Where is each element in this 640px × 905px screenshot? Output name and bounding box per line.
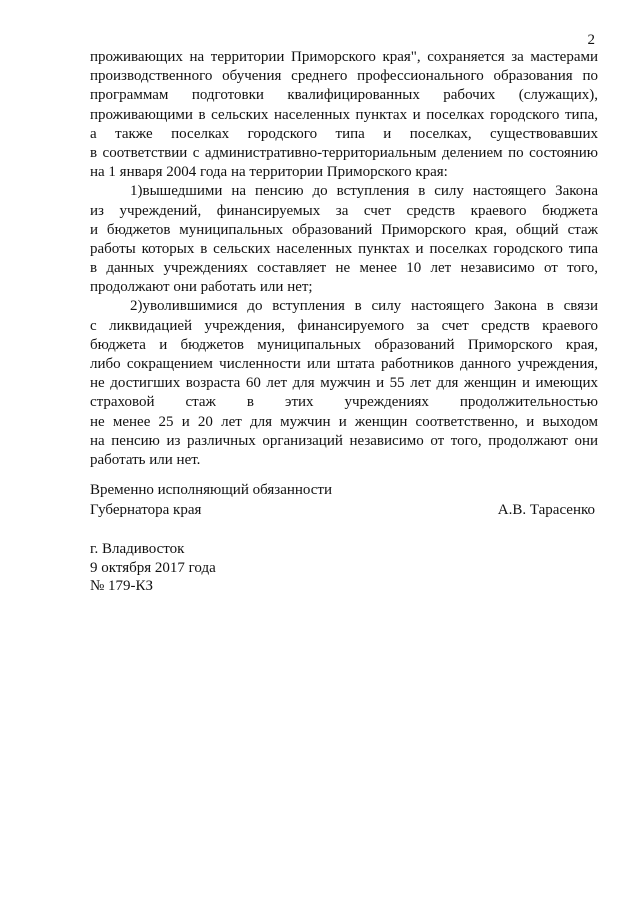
document-details (90, 540, 216, 596)
page-number: 2 (587, 32, 595, 48)
signatory-name: А.В. Тарасенко (497, 501, 595, 518)
body-line: и бюджетов муниципальных образований Приморского края, общий стаж (90, 221, 598, 238)
signature-block (90, 481, 595, 520)
body-line: производственного обучения среднего профессионального образования по (90, 68, 598, 85)
body-line: с ликвидацией учреждения, финансируемого за счет средств краевого (90, 317, 598, 334)
signatory-row (90, 501, 595, 521)
body-line: не достигших возраста 60 лет для мужчин и 55 лет для женщин и имеющих (90, 375, 598, 392)
signatory-title-line-1: Временно исполняющий обязанности (90, 482, 333, 498)
body-line: не менее 25 и 20 лет для мужчин и женщин соответственно, и выходом (90, 413, 598, 430)
body-line: проживающими в сельских населенных пунктах и поселках городского типа, (90, 106, 598, 123)
body-line: продолжают они работать или нет; (90, 279, 313, 296)
signatory-title-line-2: Губернатора края (90, 501, 202, 518)
body-line: программам подготовки квалифицированных рабочих (служащих), (90, 87, 598, 104)
body-line: а также поселках городского типа и поселках, существовавших (90, 125, 598, 142)
document-date: 9 октября 2017 года (90, 559, 216, 576)
body-line: в данных учреждениях составляет не менее 10 лет независимо от того, (90, 260, 598, 277)
body-line: работать или нет. (90, 451, 201, 468)
body-line: проживающих на территории Приморского края", сохраняется за мастерами (90, 49, 598, 65)
body-line: в соответствии с административно-территориальным делением по состоянию (90, 144, 598, 161)
body-line: либо сокращением численности или штата работников данного учреждения, (90, 356, 598, 372)
body-line: из учреждений, финансируемых за счет средств краевого бюджета (90, 202, 598, 219)
body-line: бюджета и бюджетов муниципальных образований Приморского края, (90, 336, 598, 353)
document-city: г. Владивосток (90, 541, 185, 557)
body-line: работы которых в сельских населенных пунктах и поселках городского типа (90, 240, 598, 257)
body-line: 2)уволившимися до вступления в силу настоящего Закона в связи (130, 298, 598, 315)
body-line: 1)вышедшими на пенсию до вступления в силу настоящего Закона (130, 183, 598, 200)
body-line: на пенсию из различных организаций независимо от того, продолжают они (90, 432, 598, 449)
body-line: страховой стаж в этих учреждениях продолжительностью (90, 394, 598, 411)
document-number: № 179-КЗ (90, 578, 154, 594)
document-body (90, 48, 598, 470)
body-line: на 1 января 2004 года на территории Приморского края: (90, 164, 448, 181)
